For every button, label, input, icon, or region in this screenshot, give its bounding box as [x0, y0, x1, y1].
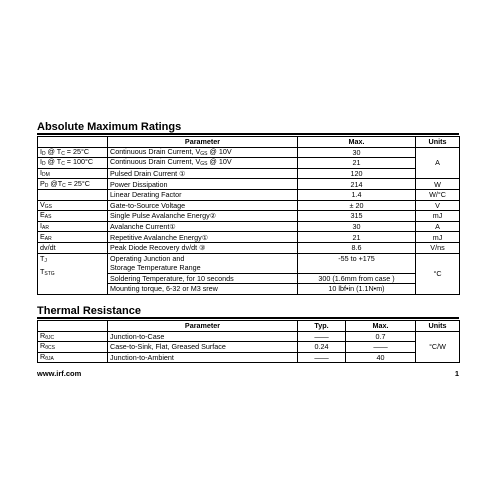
typ-cell: ——: [298, 352, 346, 363]
table-row: [38, 179, 460, 190]
condition: @ T: [45, 147, 62, 156]
thermal-header-typ: Typ.: [298, 321, 346, 332]
max-cell: 21: [298, 158, 416, 169]
max-cell: 10 lbf•in (1.1N•m): [298, 284, 416, 295]
symbol: T: [40, 266, 45, 276]
units-cell-celsius: °C: [416, 253, 460, 294]
symbol-cell: [38, 232, 108, 243]
condition-tail: = 25°C: [64, 147, 90, 156]
symbol-cell: [38, 189, 108, 200]
parameter-tail: @ 10V: [207, 147, 232, 156]
table-row: [38, 253, 460, 273]
max-cell: 21: [298, 232, 416, 243]
abs-header-symbol: [38, 137, 108, 148]
parameter-cell: Linear Derating Factor: [108, 189, 298, 200]
max-cell: 315: [298, 211, 416, 222]
parameter-cell: Junction-to-Case: [108, 331, 298, 342]
symbol: R: [40, 352, 46, 362]
symbol-sub: θJA: [45, 356, 54, 363]
parameter-cell: [108, 147, 298, 158]
table-row: [38, 211, 460, 222]
table-row: [38, 147, 460, 158]
abs-max-table: [37, 136, 460, 295]
symbol-sub: DM: [42, 172, 50, 179]
table-row: [38, 200, 460, 211]
units-cell: mJ: [416, 211, 460, 222]
abs-max-title: Absolute Maximum Ratings: [37, 121, 182, 133]
symbol-cell: [38, 200, 108, 211]
symbol: I: [40, 157, 42, 167]
symbol-cell: [38, 352, 108, 363]
symbol-sub: AR: [44, 235, 52, 242]
max-cell: 120: [298, 168, 416, 179]
max-cell: 30: [298, 147, 416, 158]
parameter-line: Operating Junction and: [110, 253, 185, 263]
symbol: R: [40, 331, 46, 340]
symbol-sub: AS: [44, 214, 52, 221]
max-cell: -55 to +175: [298, 253, 416, 273]
thermal-header-parameter: Parameter: [108, 321, 298, 332]
table-row: [38, 232, 460, 243]
symbol: E: [40, 231, 45, 241]
thermal-rule: [37, 317, 459, 319]
symbol-sub: D: [42, 150, 46, 157]
page-number: 1: [454, 369, 459, 378]
typ-cell: 0.24: [298, 342, 346, 353]
parameter-cell: [108, 253, 298, 273]
table-row: [38, 158, 460, 169]
tj-symbol: [40, 255, 105, 264]
parameter-cell: Case-to-Sink, Flat, Greased Surface: [108, 342, 298, 353]
abs-max-header-row: [38, 137, 460, 148]
symbol-cell: [38, 221, 108, 232]
symbol: I: [40, 168, 42, 178]
symbol: P: [40, 178, 45, 188]
parameter-cell: Pulsed Drain Current ①: [108, 168, 298, 179]
parameter-cell: Junction-to-Ambient: [108, 352, 298, 363]
symbol-cell: [38, 331, 108, 342]
parameter: Continuous Drain Current, V: [110, 157, 201, 167]
thermal-title: Thermal Resistance: [37, 305, 141, 317]
symbol-sub: AR: [42, 225, 49, 232]
symbol-cell: [38, 168, 108, 179]
parameter-tail: @ 10V: [207, 157, 232, 167]
symbol-sub: GS: [44, 203, 53, 210]
parameter-cell: Mounting torque, 6-32 or M3 srew: [108, 284, 298, 295]
table-row: [38, 189, 460, 200]
symbol: I: [40, 221, 42, 231]
table-row: [38, 352, 460, 363]
abs-header-parameter: Parameter: [108, 137, 298, 148]
parameter-cell: Repetitive Avalanche Energy①: [108, 232, 298, 243]
thermal-header-units: Units: [416, 321, 460, 332]
thermal-header-symbol: [38, 321, 108, 332]
symbol-sub: D: [42, 161, 46, 168]
symbol-cell: [38, 342, 108, 353]
units-cell: V: [416, 200, 460, 211]
condition-sub: C: [62, 182, 66, 189]
units-cell: V/ns: [416, 242, 460, 253]
parameter-cell: Peak Diode Recovery dv/dt ③: [108, 242, 298, 253]
symbol: I: [40, 147, 42, 156]
symbol-cell: [38, 147, 108, 158]
parameter-line: Storage Temperature Range: [110, 263, 201, 273]
symbol: R: [40, 341, 46, 351]
max-cell: ——: [346, 342, 416, 353]
max-cell: 30: [298, 221, 416, 232]
condition-tail: = 25°C: [65, 178, 90, 188]
symbol: T: [40, 253, 45, 263]
table-row: [38, 221, 460, 232]
units-cell-cw: °C/W: [416, 331, 460, 363]
thermal-header-max: Max.: [346, 321, 416, 332]
parameter-sub: GS: [200, 150, 208, 157]
table-row: [38, 242, 460, 253]
abs-header-max: Max.: [298, 137, 416, 148]
abs-max-rule: [37, 133, 459, 135]
table-row: [38, 342, 460, 353]
symbol-sub: θJC: [45, 334, 55, 341]
condition-sub: C: [61, 150, 65, 157]
table-row: [38, 331, 460, 342]
units-cell: W/°C: [416, 189, 460, 200]
units-cell-amps: A: [416, 147, 460, 179]
symbol-cell: [38, 158, 108, 169]
condition-sub: C: [61, 161, 65, 168]
symbol-cell: dv/dt: [38, 242, 108, 253]
max-cell: 8.6: [298, 242, 416, 253]
symbol-sub: STG: [44, 270, 55, 277]
symbol-sub: θCS: [45, 345, 55, 352]
temperature-symbol-cell: [38, 253, 108, 294]
max-cell: 1.4: [298, 189, 416, 200]
condition: @T: [48, 178, 63, 188]
parameter: Continuous Drain Current, V: [110, 147, 201, 156]
thermal-table: [37, 320, 460, 363]
symbol: V: [40, 200, 45, 209]
max-cell: 300 (1.6mm from case ): [298, 273, 416, 284]
symbol-sub: J: [44, 257, 47, 264]
abs-header-units: Units: [416, 137, 460, 148]
units-cell: mJ: [416, 232, 460, 243]
symbol-sub: D: [44, 182, 49, 189]
parameter-cell: Power Dissipation: [108, 179, 298, 190]
units-cell: W: [416, 179, 460, 190]
units-cell: A: [416, 221, 460, 232]
typ-cell: ——: [298, 331, 346, 342]
symbol-cell: [38, 211, 108, 222]
max-cell: 0.7: [346, 331, 416, 342]
parameter-cell: Gate-to-Source Voltage: [108, 200, 298, 211]
parameter-cell: Soldering Temperature, for 10 seconds: [108, 273, 298, 284]
condition: @ T: [45, 157, 62, 167]
parameter-sub: GS: [200, 161, 208, 168]
symbol-cell: [38, 179, 108, 190]
max-cell: ± 20: [298, 200, 416, 211]
parameter-cell: Avalanche Current①: [108, 221, 298, 232]
condition-tail: = 100°C: [64, 157, 94, 167]
parameter-cell: [108, 158, 298, 169]
parameter-cell: Single Pulse Avalanche Energy②: [108, 211, 298, 222]
footer-url: www.irf.com: [37, 369, 82, 378]
max-cell: 40: [346, 352, 416, 363]
thermal-header-row: [38, 321, 460, 332]
table-row: [38, 168, 460, 179]
symbol: E: [40, 210, 45, 220]
max-cell: 214: [298, 179, 416, 190]
tstg-symbol: [40, 268, 105, 277]
